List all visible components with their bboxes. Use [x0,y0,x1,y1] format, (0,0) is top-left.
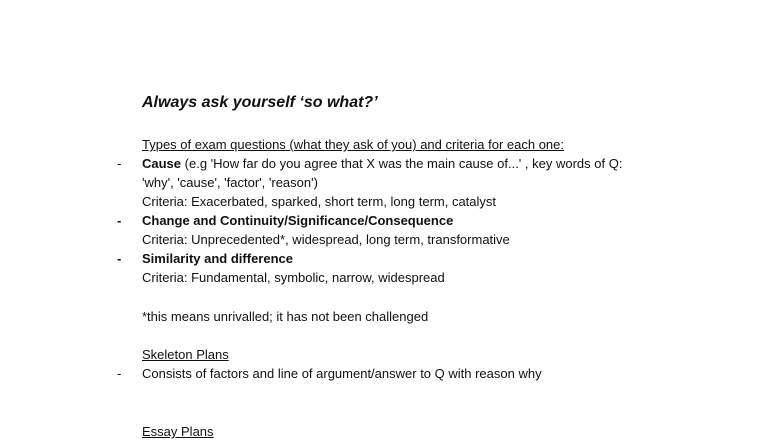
list-item-change: Change and Continuity/Significance/Consequence [142,213,454,228]
page-title: Always ask yourself ‘so what?’ [142,94,378,111]
skeleton-heading: Skeleton Plans [142,347,229,362]
types-heading: Types of exam questions (what they ask of you) and criteria for each one: [142,137,564,152]
item-criteria: Criteria: Exacerbated, sparked, short term, long term, catalyst [142,194,497,209]
essay-heading: Essay Plans [142,424,214,439]
item-detail-continued: 'why', 'cause', 'factor', 'reason') [142,175,318,190]
skeleton-text: Consists of factors and line of argument/answer to Q with reason why [142,366,542,381]
bullet-dash: - [117,366,122,381]
item-detail: (e.g 'How far do you agree that X was the main cause of...' , key words of Q: [181,156,623,171]
item-criteria: Criteria: Unprecedented*, widespread, long term, transformative [142,232,510,247]
footnote: *this means unrivalled; it has not been challenged [142,309,429,324]
item-criteria: Criteria: Fundamental, symbolic, narrow, widespread [142,270,445,285]
bullet-dash: - [117,213,122,228]
list-item-cause [142,156,622,172]
bullet-dash: - [117,251,122,266]
item-label: Cause [142,156,182,171]
bullet-dash: - [117,156,122,171]
list-item-similarity: Similarity and difference [142,251,293,266]
